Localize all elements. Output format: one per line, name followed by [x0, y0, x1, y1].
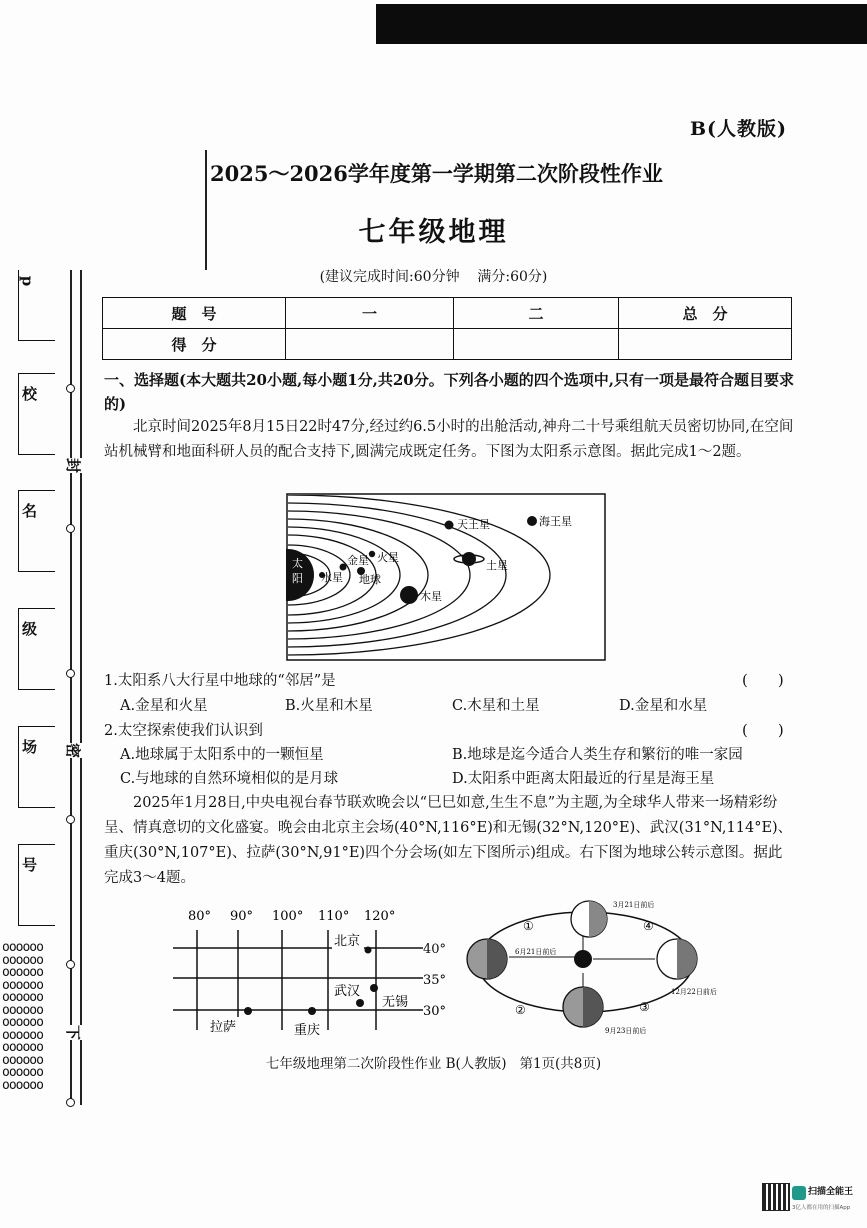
city-dot-wuhan — [356, 999, 364, 1007]
score-input-cell[interactable] — [454, 329, 619, 360]
planet-neptune — [527, 516, 537, 526]
table-cell: 题 号 — [103, 298, 286, 329]
binding-hole — [66, 960, 75, 969]
season-number: ① — [523, 919, 534, 933]
option-b[interactable]: B.火星和木星 — [285, 698, 373, 714]
option-a[interactable]: A.地球属于太阳系中的一颗恒星 — [120, 747, 324, 763]
table-cell: 一 — [286, 298, 454, 329]
lon-label: 120° — [364, 909, 396, 924]
planet-label: 地球 — [359, 573, 381, 586]
table-cell: 二 — [454, 298, 619, 329]
scanner-tagline: 3亿人都在用的扫描App — [792, 1205, 851, 1211]
lon-label: 90° — [230, 909, 254, 924]
dot-pattern: oooooo oooooo oooooo oooooo oooooo oooooo oooooo oooooo oooooo oooooo oooooo oooooo — [2, 940, 43, 1093]
planet-label: 火星 — [377, 551, 399, 564]
score-input-cell[interactable] — [619, 329, 792, 360]
option-a[interactable]: A.金星和火星 — [120, 698, 208, 714]
city-dot-beijing — [365, 947, 372, 954]
lat-label: 35° — [423, 973, 447, 988]
option-c[interactable]: C.木星和土星 — [452, 698, 540, 714]
planet-label: 天王星 — [457, 518, 490, 531]
city-grid-map — [168, 900, 458, 1040]
section-title: 一、选择题(本大题共20小题,每小题1分,共20分。下列各小题的四个选项中,只有一项是最符合题目要求的) — [104, 371, 794, 413]
qr-code — [762, 1183, 790, 1211]
option-d[interactable]: D.太阳系中距离太阳最近的行星是海王星 — [452, 771, 715, 787]
binding-hole — [66, 669, 75, 678]
binding-hole — [66, 815, 75, 824]
lat-label: 30° — [423, 1004, 447, 1019]
binding-hole — [66, 1098, 75, 1107]
seal-char: 封 — [64, 457, 83, 474]
city-dot-wuxi — [370, 984, 378, 992]
solar-system-diagram — [286, 493, 606, 661]
scan-shadow-bar — [376, 4, 867, 44]
time-score-hint: (建议完成时间:60分钟 满分:60分) — [319, 269, 548, 285]
scanner-name: 扫描全能王 — [808, 1187, 854, 1197]
passage-1: 北京时间2025年8月15日22时47分,经过约6.5小时的出舱活动,神舟二十号乘组航天员密切协同,在空间站机械臂和地面科研人员的配合支持下,圆满完成既定任务。下图为太阳系示意图。据此完成1～2题。 — [104, 419, 794, 460]
earth-shadow — [589, 901, 607, 937]
page-footer: 七年级地理第二次阶段性作业 B(人教版) 第1页(共8页) — [265, 1056, 602, 1072]
city-label: 武汉 — [334, 984, 361, 999]
date-label: 6月21日前后 — [515, 948, 557, 956]
season-number: ② — [515, 1003, 526, 1017]
passage-2: 2025年1月28日,中央电视台春节联欢晚会以“巳巳如意,生生不息”为主题,为全球华人带来一场精彩纷呈、情真意切的文化盛宴。晚会由北京主会场(40°N,116°E)和无锡(32°N,120°E)、武汉(31°N,114°E)、重庆(30°N,107°E)、拉萨(30°N,91°E)四个分会场(如左下图所示)组成。右下图为地球公转示意图。据此完成3～4题。 — [104, 795, 793, 886]
seal-char: 密 — [64, 742, 83, 759]
date-label: 9月23日前后 — [605, 1027, 647, 1035]
binding-label: 号 — [22, 856, 38, 874]
scanner-logo-icon — [792, 1186, 806, 1200]
question-2-stem: 2.太空探索使我们认识到 — [104, 723, 263, 739]
table-cell: 总 分 — [619, 298, 792, 329]
city-label: 无锡 — [382, 995, 409, 1010]
table-cell: 得 分 — [103, 329, 286, 360]
earth-shadow — [677, 939, 697, 979]
binding-label: p — [18, 275, 37, 287]
planet-label: 土星 — [486, 559, 508, 572]
earth-shadow — [583, 987, 603, 1027]
city-dot-lhasa — [244, 1007, 252, 1015]
date-label: 12月22日前后 — [671, 988, 717, 996]
planet-saturn — [462, 552, 476, 566]
earth-orbit-diagram — [465, 897, 730, 1037]
option-b[interactable]: B.地球是迄今适合人类生存和繁衍的唯一家园 — [452, 747, 743, 763]
planet-label: 木星 — [420, 590, 442, 603]
table-row — [103, 298, 792, 329]
sun — [574, 950, 592, 968]
page-title: 2025～2026学年度第一学期第二次阶段性作业 — [210, 161, 663, 186]
planet-label: 海王星 — [539, 515, 572, 528]
lat-label: 40° — [423, 942, 447, 957]
binding-label: 校 — [22, 385, 38, 403]
planet-label: 金星 — [347, 554, 369, 567]
binding-label: 场 — [22, 738, 38, 756]
binding-label: 名 — [22, 502, 38, 520]
sun-label: 太阳 — [292, 557, 303, 585]
planet-uranus — [445, 521, 454, 530]
seal-line — [70, 270, 72, 1105]
answer-paren[interactable]: ( ) — [742, 721, 784, 739]
option-c[interactable]: C.与地球的自然环境相似的是月球 — [120, 771, 339, 787]
score-input-cell[interactable] — [286, 329, 454, 360]
subject-title: 七年级地理 — [358, 217, 509, 248]
seal-line — [80, 270, 82, 1105]
city-label: 北京 — [334, 934, 361, 949]
planet-label: 水星 — [321, 571, 343, 584]
planet-mars — [369, 551, 375, 557]
city-label: 拉萨 — [210, 1020, 237, 1035]
lon-label: 80° — [188, 909, 212, 924]
lon-label: 100° — [272, 909, 304, 924]
planet-venus — [340, 564, 347, 571]
score-table — [102, 297, 792, 360]
earth-shadow — [487, 939, 507, 979]
season-number: ④ — [643, 919, 654, 933]
option-d[interactable]: D.金星和水星 — [619, 698, 708, 714]
table-row — [103, 329, 792, 360]
lon-label: 110° — [318, 909, 350, 924]
binding-hole — [66, 524, 75, 533]
binding-label: 级 — [22, 620, 38, 638]
city-dot-chongqing — [308, 1007, 316, 1015]
planet-jupiter — [400, 586, 418, 604]
date-label: 3月21日前后 — [613, 901, 655, 909]
binding-hole — [66, 384, 75, 393]
answer-paren[interactable]: ( ) — [742, 671, 784, 689]
city-label: 重庆 — [294, 1023, 321, 1038]
season-number: ③ — [639, 1000, 650, 1014]
seal-char: 下 — [64, 1024, 83, 1041]
edition-label: B(人教版) — [689, 118, 787, 140]
question-1-stem: 1.太阳系八大行星中地球的“邻居”是 — [104, 673, 336, 689]
